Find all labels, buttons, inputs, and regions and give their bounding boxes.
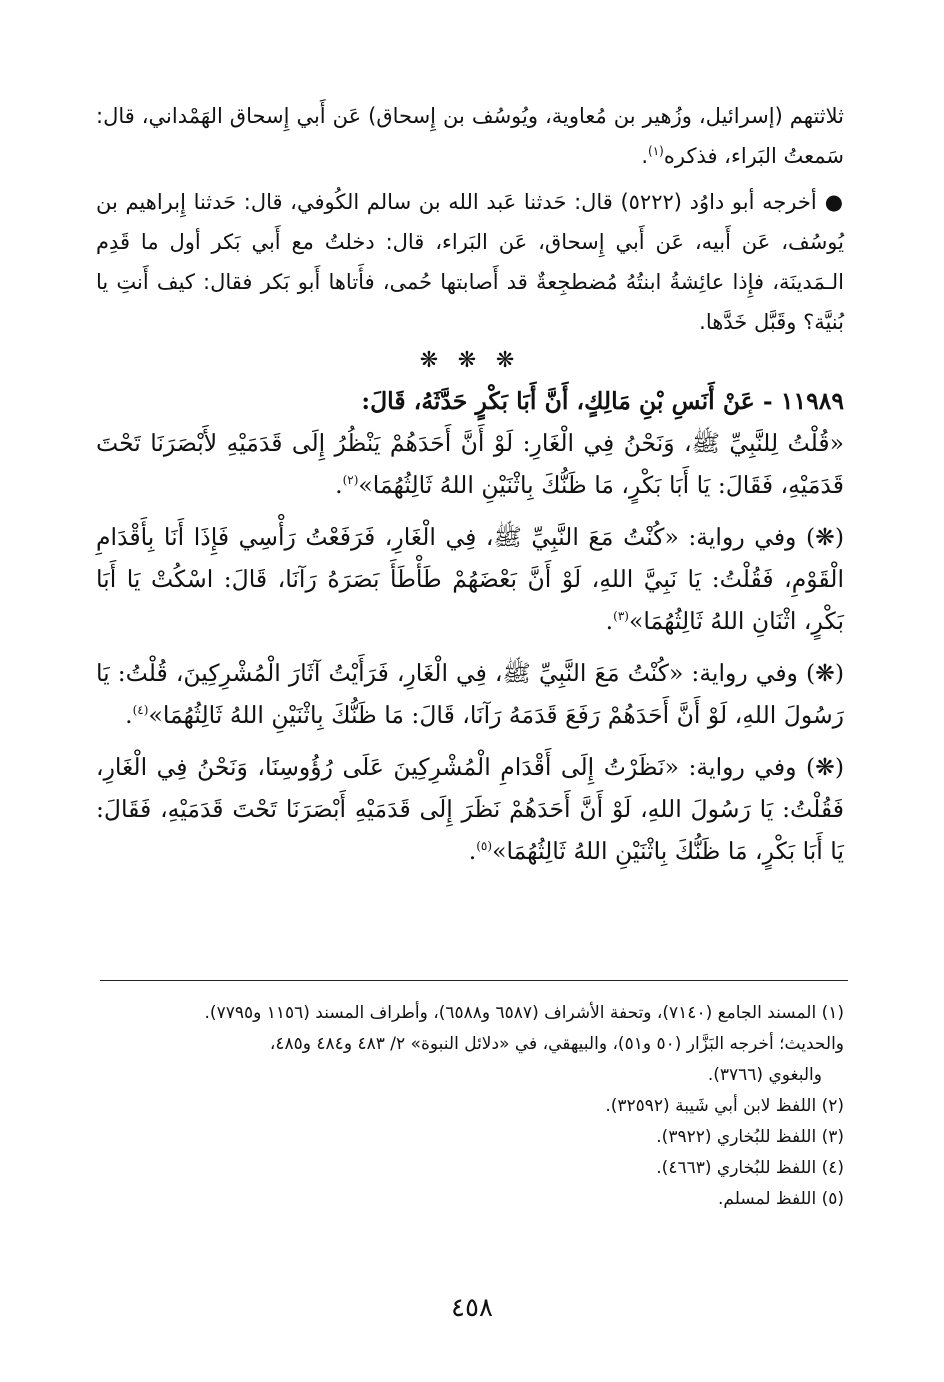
punctuation: .: [125, 701, 133, 729]
punctuation: .: [605, 607, 614, 635]
riwaya-paragraph: [96, 746, 844, 872]
footnote-ref: (٣): [613, 609, 629, 624]
footnote-1-continued: والبغوي (٣٧٦٦).: [707, 1065, 822, 1085]
hadith-section: [96, 380, 844, 872]
hadith-heading: ١١٩٨٩ - عَنْ أَنَسِ بْنِ مَالِكٍ، أَنَّ أَبَا بَكْرٍ حَدَّثَهُ، قَالَ:: [361, 387, 844, 415]
footnote-4: (٤) اللفظ للبُخاري (٤٦٦٣).: [656, 1158, 844, 1178]
takhrij-paragraph: [96, 182, 844, 342]
page-body: [96, 96, 844, 882]
footnote-2: (٢) اللفظ لابن أبي شَيبة (٣٢٥٩٢).: [605, 1096, 844, 1116]
page-number: ٤٥٨: [451, 1293, 493, 1323]
section-separator: ❋ ❋ ❋: [419, 348, 521, 373]
footnote-3: (٣) اللفظ للبُخاري (٣٩٢٢).: [656, 1127, 844, 1147]
footnote-1: (١) المسند الجامع (٧١٤٠)، وتحفة الأشراف (٦٥٨٧ و٦٥٨٨)، وأطراف المسند (١١٥٦ و٧٧٩٥).: [204, 1003, 844, 1023]
footnotes: [96, 998, 844, 1215]
intro-text: ثلاثتهم (إسرائيل، وزُهير بن مُعاوية، ويُوسُف بن إِسحاق) عَن أَبي إِسحاق الهَمْداني، قال: سَمعتُ البَراء، فذكره: [96, 104, 844, 168]
punctuation: .: [468, 837, 477, 865]
footnote-ref: (١): [648, 144, 664, 158]
riwaya-text: (❋) وفي رواية: «كُنْتُ مَعَ النَّبِيِّ ﷺ، فِي الْغَارِ، فَرَأَيْتُ آثَارَ الْمُشْرِكِينَ، قُلْتُ: يَا رَسُولَ اللهِ، لَوْ أَنَّ أَحَدَهُمْ رَفَعَ قَدَمَهُ رَآنَا، قَالَ: مَا ظَنُّكَ بِاثْنَيْنِ اللهُ ثَالِثُهُمَا»: [96, 659, 844, 729]
hadith-matn: «قُلْتُ لِلنَّبِيِّ ﷺ، وَنَحْنُ فِي الْغَارِ: لَوْ أَنَّ أَحَدَهُمْ يَنْظُرُ إِلَى قَدَمَيْهِ لأَبْصَرَنَا تَحْتَ قَدَمَيْهِ، فَقَالَ: يَا أَبَا بَكْرٍ، مَا ظَنُّكَ بِاثْنَيْنِ اللهُ ثَالِثُهُمَا»: [96, 429, 844, 499]
riwaya-paragraph: [96, 652, 844, 736]
riwaya-paragraph: [96, 516, 844, 642]
bullet-icon: ●: [824, 190, 844, 214]
riwaya-text: (❋) وفي رواية: «كُنْتُ مَعَ النَّبِيِّ ﷺ، فِي الْغَارِ، فَرَفَعْتُ رَأْسِي فَإِذَا أَنَا بِأَقْدَامِ الْقَوْمِ، فَقُلْتُ: يَا نَبِيَّ اللهِ، لَوْ أَنَّ بَعْضَهُمْ طَأْطَأَ بَصَرَهُ رَآنَا، قَالَ: اسْكُتْ يَا أَبَا بَكْرٍ، اثْنَانِ اللهُ ثَالِثُهُمَا»: [96, 523, 844, 635]
riwaya-text: (❋) وفي رواية: «نَظَرْتُ إِلَى أَقْدَامِ الْمُشْرِكِينَ عَلَى رُؤُوسِنَا، وَنَحْنُ فِي الْغَارِ، فَقُلْتُ: يَا رَسُولَ اللهِ، لَوْ أَنَّ أَحَدَهُمْ نَظَرَ إِلَى قَدَمَيْهِ أَبْصَرَنَا تَحْتَ قَدَمَيْهِ، فَقَالَ: يَا أَبَا بَكْرٍ، مَا ظَنُّكَ بِاثْنَيْنِ اللهُ ثَالِثُهُمَا»: [96, 753, 844, 865]
footnote-ref: (٥): [476, 839, 493, 854]
punctuation: .: [335, 471, 343, 499]
intro-section: [96, 96, 844, 342]
footnote-divider: [100, 980, 848, 981]
footnote-1-continued: والحديث؛ أخرجه البَزَّار (٥٠ و٥١)، والبيهقي، في «دلائل النبوة» ٢/ ٤٨٣ و٤٨٤ و٤٨٥،: [269, 1034, 844, 1054]
intro-paragraph: [96, 96, 844, 176]
footnote-ref: (٢): [342, 473, 359, 488]
footnote-ref: (٤): [132, 703, 149, 718]
takhrij-text: أخرجه أبو داوُد (٥٢٢٢) قال: حَدثنا عَبد الله بن سالم الكُوفي، قال: حَدثنا إِبراهيم بن يُوسُف، عَن أَبيه، عَن أَبي إِسحاق، عَن البَراء، قال: دخلتُ مع أَبي بَكر أول ما قَدِم الـمَدينَة، فإِذا عائِشةُ ابنتُهُ مُضطجِعةٌ قد أَصابتها حُمى، فأَتاها أَبو بَكر فقال: كيف أَنتِ يا بُنيَّة؟ وقَبَّل خَدَّها.: [96, 190, 844, 334]
footnote-5: (٥) اللفظ لمسلم.: [717, 1189, 844, 1209]
punctuation: .: [641, 144, 649, 168]
hadith-text: [96, 422, 844, 506]
